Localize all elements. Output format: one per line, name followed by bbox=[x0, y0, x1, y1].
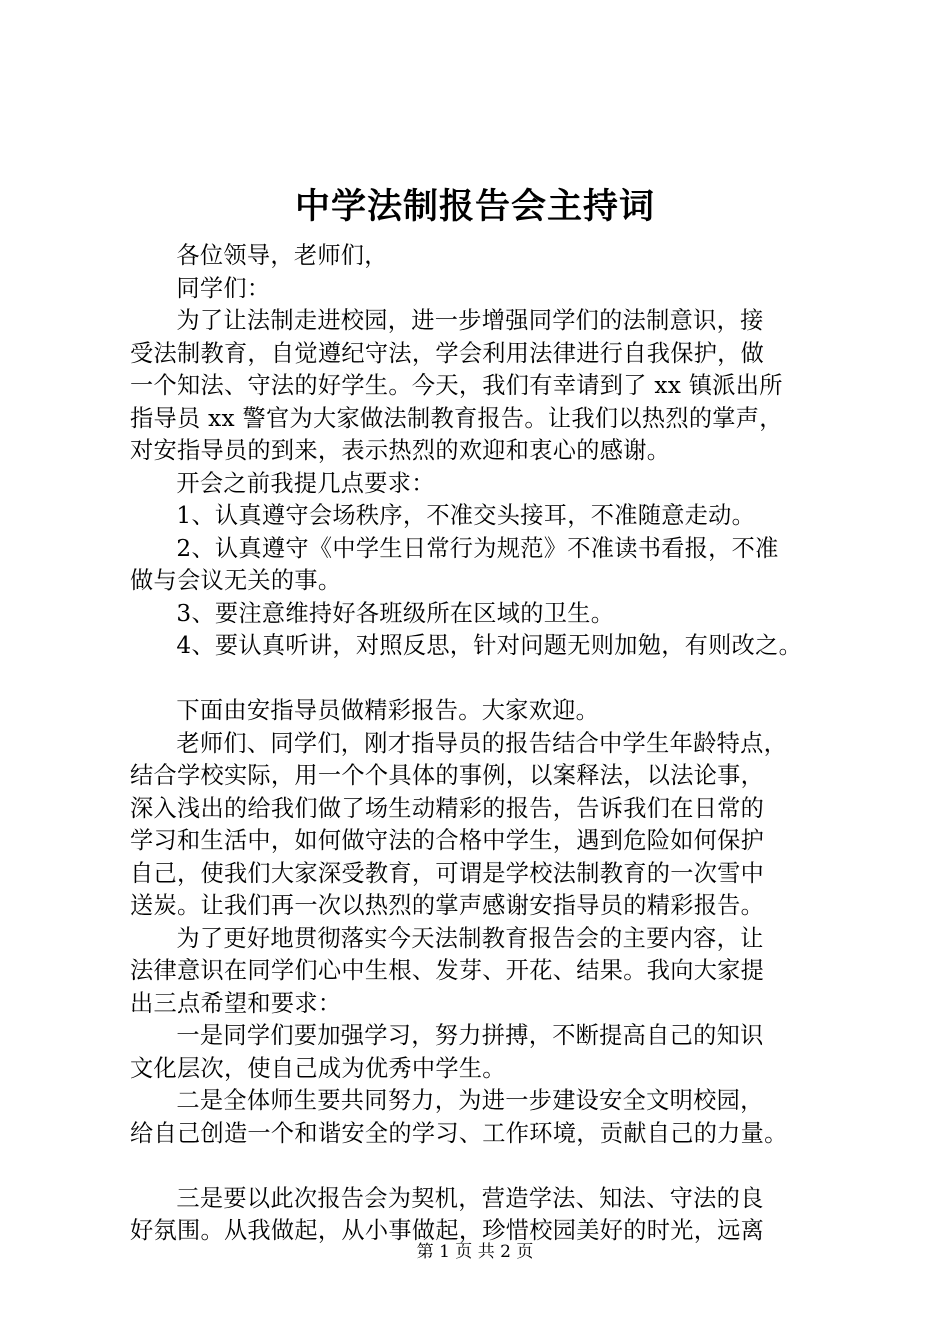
blank-line bbox=[130, 663, 835, 696]
paragraph-line: 结合学校实际，用一个个具体的事例，以案释法，以法论事， bbox=[130, 762, 765, 789]
paragraph-line: 3、要注意维持好各班级所在区域的卫生。 bbox=[176, 599, 615, 627]
paragraph-line: 受法制教育，自觉遵纪守法，学会利用法律进行自我保护，做 bbox=[130, 339, 765, 367]
paragraph-line: 各位领导，老师们， bbox=[176, 242, 388, 269]
paragraph-line: 1、认真遵守会场秩序，不准交头接耳，不准随意走动。 bbox=[176, 502, 756, 529]
paragraph-line: 一是同学们要加强学习，努力拼搏，不断提高自己的知识 bbox=[176, 1022, 764, 1049]
paragraph-line: 同学们： bbox=[176, 274, 271, 302]
paragraph-line: 学习和生活中，如何做守法的合格中学生，遇到危险如何保护 bbox=[130, 827, 765, 854]
paragraph-line: 指导员 xx 警官为大家做法制教育报告。让我们以热烈的掌声， bbox=[130, 404, 783, 432]
paragraph-line: 开会之前我提几点要求： bbox=[176, 469, 435, 497]
paragraph-line: 出三点希望和要求： bbox=[130, 989, 342, 1017]
document-title: 中学法制报告会主持词 bbox=[294, 187, 655, 227]
paragraph-line: 送炭。让我们再一次以热烈的掌声感谢安指导员的精彩报告。 bbox=[130, 892, 765, 919]
paragraph-line: 自己，使我们大家深受教育，可谓是学校法制教育的一次雪中 bbox=[130, 859, 765, 887]
paragraph-line: 为了让法制走进校园，进一步增强同学们的法制意识，接 bbox=[176, 307, 764, 334]
paragraph-line: 对安指导员的到来，表示热烈的欢迎和衷心的感谢。 bbox=[130, 437, 671, 464]
paragraph-line: 为了更好地贯彻落实今天法制教育报告会的主要内容，让 bbox=[176, 924, 764, 952]
paragraph-line: 做与会议无关的事。 bbox=[130, 567, 342, 594]
paragraph-line: 好氛围。从我做起，从小事做起，珍惜校园美好的时光，远离 bbox=[130, 1217, 765, 1244]
page-number-footer: 第 1 页 共 2 页 bbox=[416, 1242, 534, 1262]
blank-line bbox=[130, 1150, 835, 1183]
paragraph-line: 给自己创造一个和谐安全的学习、工作环境，贡献自己的力量。 bbox=[130, 1119, 788, 1147]
paragraph-line: 下面由安指导员做精彩报告。大家欢迎。 bbox=[176, 697, 600, 724]
paragraph-line: 文化层次，使自己成为优秀中学生。 bbox=[130, 1054, 506, 1082]
paragraph-line: 二是全体师生要共同努力，为进一步建设安全文明校园， bbox=[176, 1087, 764, 1114]
paragraph-line: 一个知法、守法的好学生。今天，我们有幸请到了 xx 镇派出所 bbox=[130, 372, 783, 399]
paragraph-line: 深入浅出的给我们做了场生动精彩的报告，告诉我们在日常的 bbox=[130, 794, 765, 822]
paragraph-line: 法律意识在同学们心中生根、发芽、开花、结果。我向大家提 bbox=[130, 957, 765, 984]
paragraph-line: 2、认真遵守《中学生日常行为规范》不准读书看报，不准 bbox=[176, 534, 779, 562]
paragraph-line: 老师们、同学们，刚才指导员的报告结合中学生年龄特点， bbox=[176, 729, 788, 757]
paragraph-line: 4、要认真听讲，对照反思，针对问题无则加勉，有则改之。 bbox=[176, 632, 803, 659]
document-body bbox=[130, 240, 835, 1248]
paragraph-line: 三是要以此次报告会为契机，营造学法、知法、守法的良 bbox=[176, 1184, 764, 1212]
